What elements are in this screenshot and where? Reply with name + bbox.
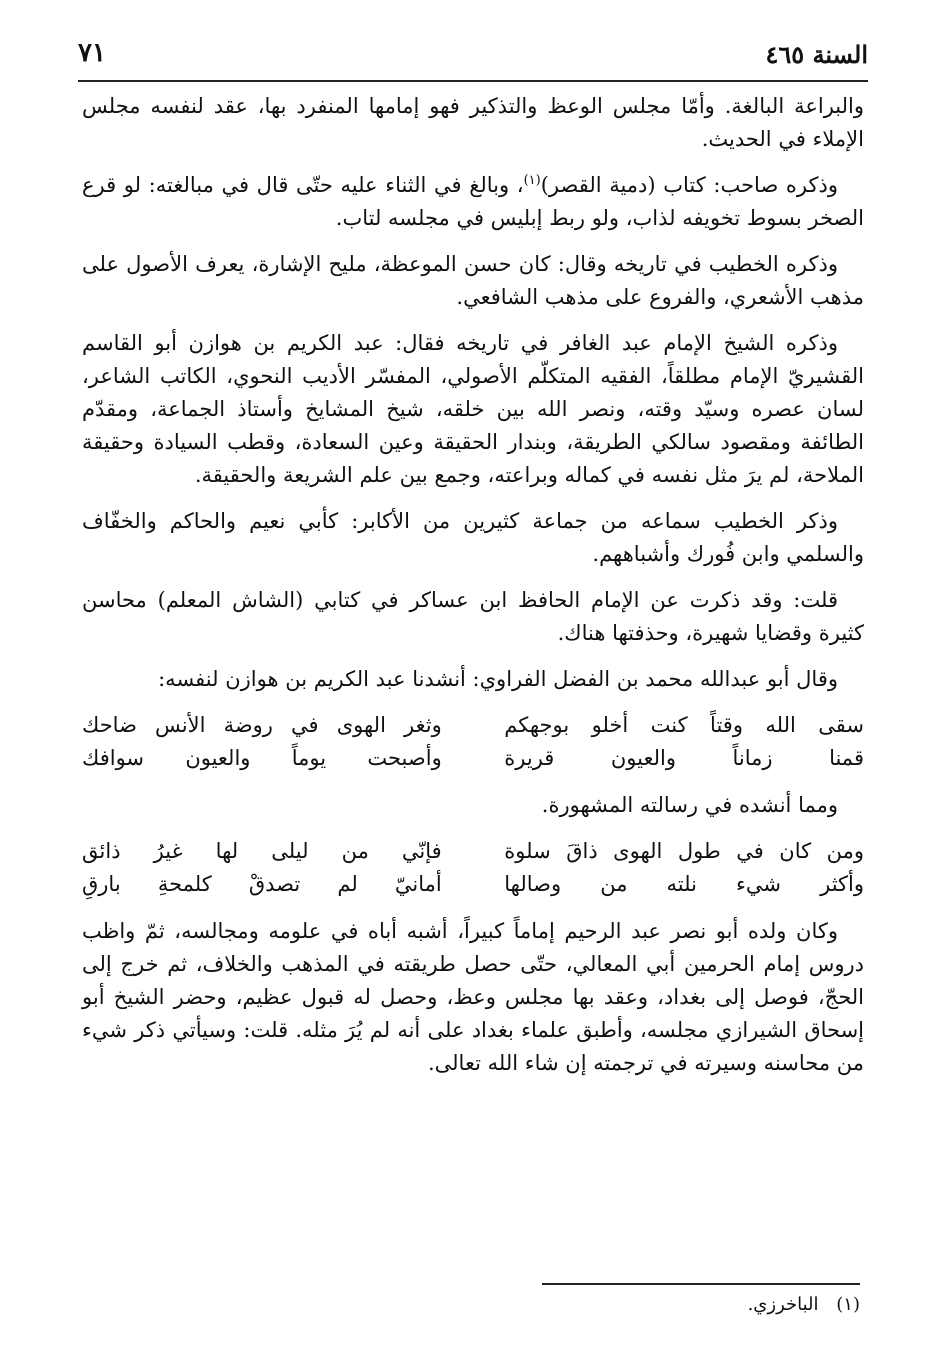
footnote-reference: (١) bbox=[523, 173, 541, 188]
paragraph: قلت: وقد ذكرت عن الإمام الحافظ ابن عساكر في كتابي (الشاش المعلم) محاسن كثيرة وقضايا شهيرة، وحذفتها هناك. bbox=[82, 588, 864, 645]
poem-verse bbox=[82, 709, 864, 742]
paragraph bbox=[82, 169, 864, 235]
paragraph: وقال أبو عبدالله محمد بن الفضل الفراوي: أنشدنا عبد الكريم بن هوازن لنفسه: bbox=[158, 667, 838, 691]
page-number: ٧١ bbox=[78, 38, 106, 68]
running-header-title: السنة ٤٦٥ bbox=[765, 40, 868, 69]
running-header bbox=[78, 40, 868, 76]
poem bbox=[82, 709, 864, 775]
header-divider bbox=[78, 80, 868, 82]
verse-second-hemistich: وثغر الهوى في روضة الأنس ضاحك bbox=[82, 713, 442, 737]
verse-first-hemistich: ومن كان في طول الهوى ذاقَ سلوة bbox=[504, 839, 864, 863]
paragraph: وكان ولده أبو نصر عبد الرحيم إماماً كبيراً، أشبه أباه في علومه ومجالسه، ثمّ واظب دروس إمام الحرمين أبي المعالي، حتّى حصل طريقته في المذهب والخلاف، ثم خرج إلى الحجّ، فوصل إلى بغداد، وعقد بها مجلس وعظ، وحصل له قبول عظيم، وحضر الشيخ أبو إسحاق الشيرازي مجلسه، وأطبق علماء بغداد على أنه لم يُرَ مثله. قلت: وسيأتي ذكر شيء من محاسنه وسيرته في ترجمته إن شاء الله تعالى. bbox=[82, 919, 864, 1075]
paragraph: والبراعة البالغة. وأمّا مجلس الوعظ والتذكير فهو إمامها المنفرد بها، عقد لنفسه مجلس الإملاء في الحديث. bbox=[82, 94, 864, 151]
poem-verse bbox=[82, 742, 864, 775]
main-text bbox=[82, 90, 864, 1093]
paragraph-text: ، وبالغ في الثناء عليه حتّى قال في مبالغته: لو قرع الصخر بسوط تخويفه لذاب، ولو ربط إبليس في مجلسه لتاب. bbox=[82, 173, 864, 230]
footnote-marker: (١) bbox=[836, 1294, 860, 1315]
verse-first-hemistich: قمنا زماناً والعيون قريرة bbox=[504, 746, 864, 770]
poem-verse bbox=[82, 868, 864, 901]
paragraph: وذكر الخطيب سماعه من جماعة كثيرين من الأكابر: كأبي نعيم والحاكم والخفّاف والسلمي وابن فُورك وأشباههم. bbox=[82, 509, 864, 566]
paragraph: وذكره الخطيب في تاريخه وقال: كان حسن الموعظة، مليح الإشارة، يعرف الأصول على مذهب الأشعري، والفروع على مذهب الشافعي. bbox=[82, 252, 864, 309]
paragraph: ومما أنشده في رسالته المشهورة. bbox=[541, 793, 838, 817]
verse-second-hemistich: وأصبحت يوماً والعيون سوافك bbox=[82, 746, 442, 770]
verse-first-hemistich: سقى الله وقتاً كنت أخلو بوجهكم bbox=[504, 713, 864, 737]
footnote-text: الباخرزي. bbox=[747, 1294, 819, 1315]
paragraph-text: وذكره صاحب: كتاب (دمية القصر) bbox=[540, 173, 838, 197]
poem bbox=[82, 835, 864, 901]
footnote-divider bbox=[542, 1283, 860, 1285]
verse-second-hemistich: فإنّي من ليلى لها غيرُ ذائق bbox=[82, 839, 442, 863]
footnote bbox=[78, 1292, 860, 1318]
verse-first-hemistich: وأكثر شيء نلته من وصالها bbox=[504, 872, 864, 896]
paragraph: وذكره الشيخ الإمام عبد الغافر في تاريخه فقال: عبد الكريم بن هوازن أبو القاسم القشيريّ الإمام مطلقاً، الفقيه المتكلّم الأصولي، المفسّر الأديب النحوي، الكاتب الشاعر، لسان عصره وسيّد وقته، ونصر الله بين خلقه، شيخ المشايخ وأستاذ الجماعة، ومقدّم الطائفة ومقصود سالكي الطريقة، وبندار الحقيقة وعين السعادة، وقطب السيادة وحقيقة الملاحة، لم يرَ مثل نفسه في كماله وبراعته، وجمع بين علم الشريعة والحقيقة. bbox=[82, 331, 864, 487]
verse-second-hemistich: أمانيّ لم تصدقْ كلمحةِ بارقِ bbox=[82, 872, 442, 896]
poem-verse bbox=[82, 835, 864, 868]
